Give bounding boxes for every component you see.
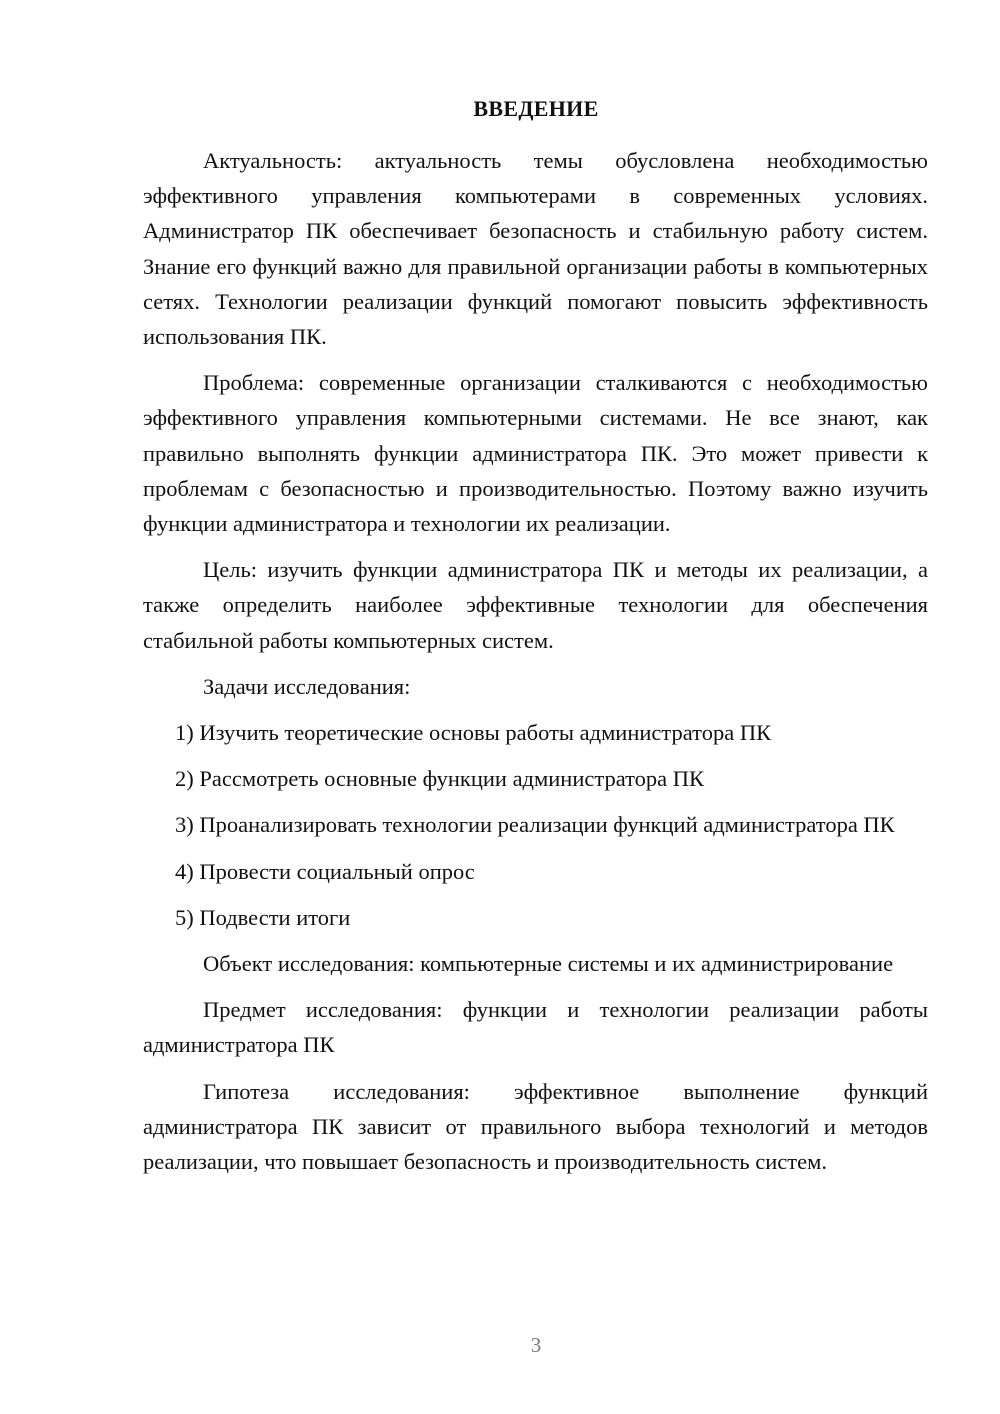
- task-list-item: 5) Подвести итоги: [175, 904, 351, 930]
- object-paragraph: Объект исследования: компьютерные системы и их администрирование: [203, 951, 894, 977]
- tasks-heading: Задачи исследования:: [203, 673, 411, 699]
- problem-paragraph: Проблема: современные организации сталкиваются с необходимостью эффективного управления компьютерными системами. Не все знают, как правильно выполнять функции администратора ПК. Это может привести к проблемам с безопасностью и производительностью. Поэтому важно изучить функции администратора и технологии их реализации.: [143, 370, 928, 537]
- task-list-item: 3) Проанализировать технологии реализации функций администратора ПК: [175, 812, 895, 838]
- task-list-item: 2) Рассмотреть основные функции администратора ПК: [175, 766, 705, 792]
- subject-paragraph: Предмет исследования: функции и технологии реализации работы администратора ПК: [143, 997, 928, 1058]
- hypothesis-paragraph: Гипотеза исследования: эффективное выполнение функций администратора ПК зависит от правильного выбора технологий и методов реализации, что повышает безопасность и производительность систем.: [143, 1078, 928, 1175]
- document-body: [143, 143, 928, 1190]
- task-list-item: 1) Изучить теоретические основы работы администратора ПК: [175, 720, 772, 746]
- goal-paragraph: Цель: изучить функции администратора ПК и методы их реализации, а также определить наиболее эффективные технологии для обеспечения стабильной работы компьютерных систем.: [143, 557, 928, 653]
- relevance-paragraph: Актуальность: актуальность темы обусловлена необходимостью эффективного управления компьютерами в современных условиях. Администратор ПК обеспечивает безопасность и стабильную работу систем. Знание его функций важно для правильной организации работы в компьютерных сетях. Технологии реализации функций помогают повысить эффективность использования ПК.: [143, 148, 928, 350]
- page-number: 3: [530, 1333, 542, 1357]
- task-list-item: 4) Провести социальный опрос: [175, 858, 475, 884]
- page-title: ВВЕДЕНИЕ: [473, 96, 599, 121]
